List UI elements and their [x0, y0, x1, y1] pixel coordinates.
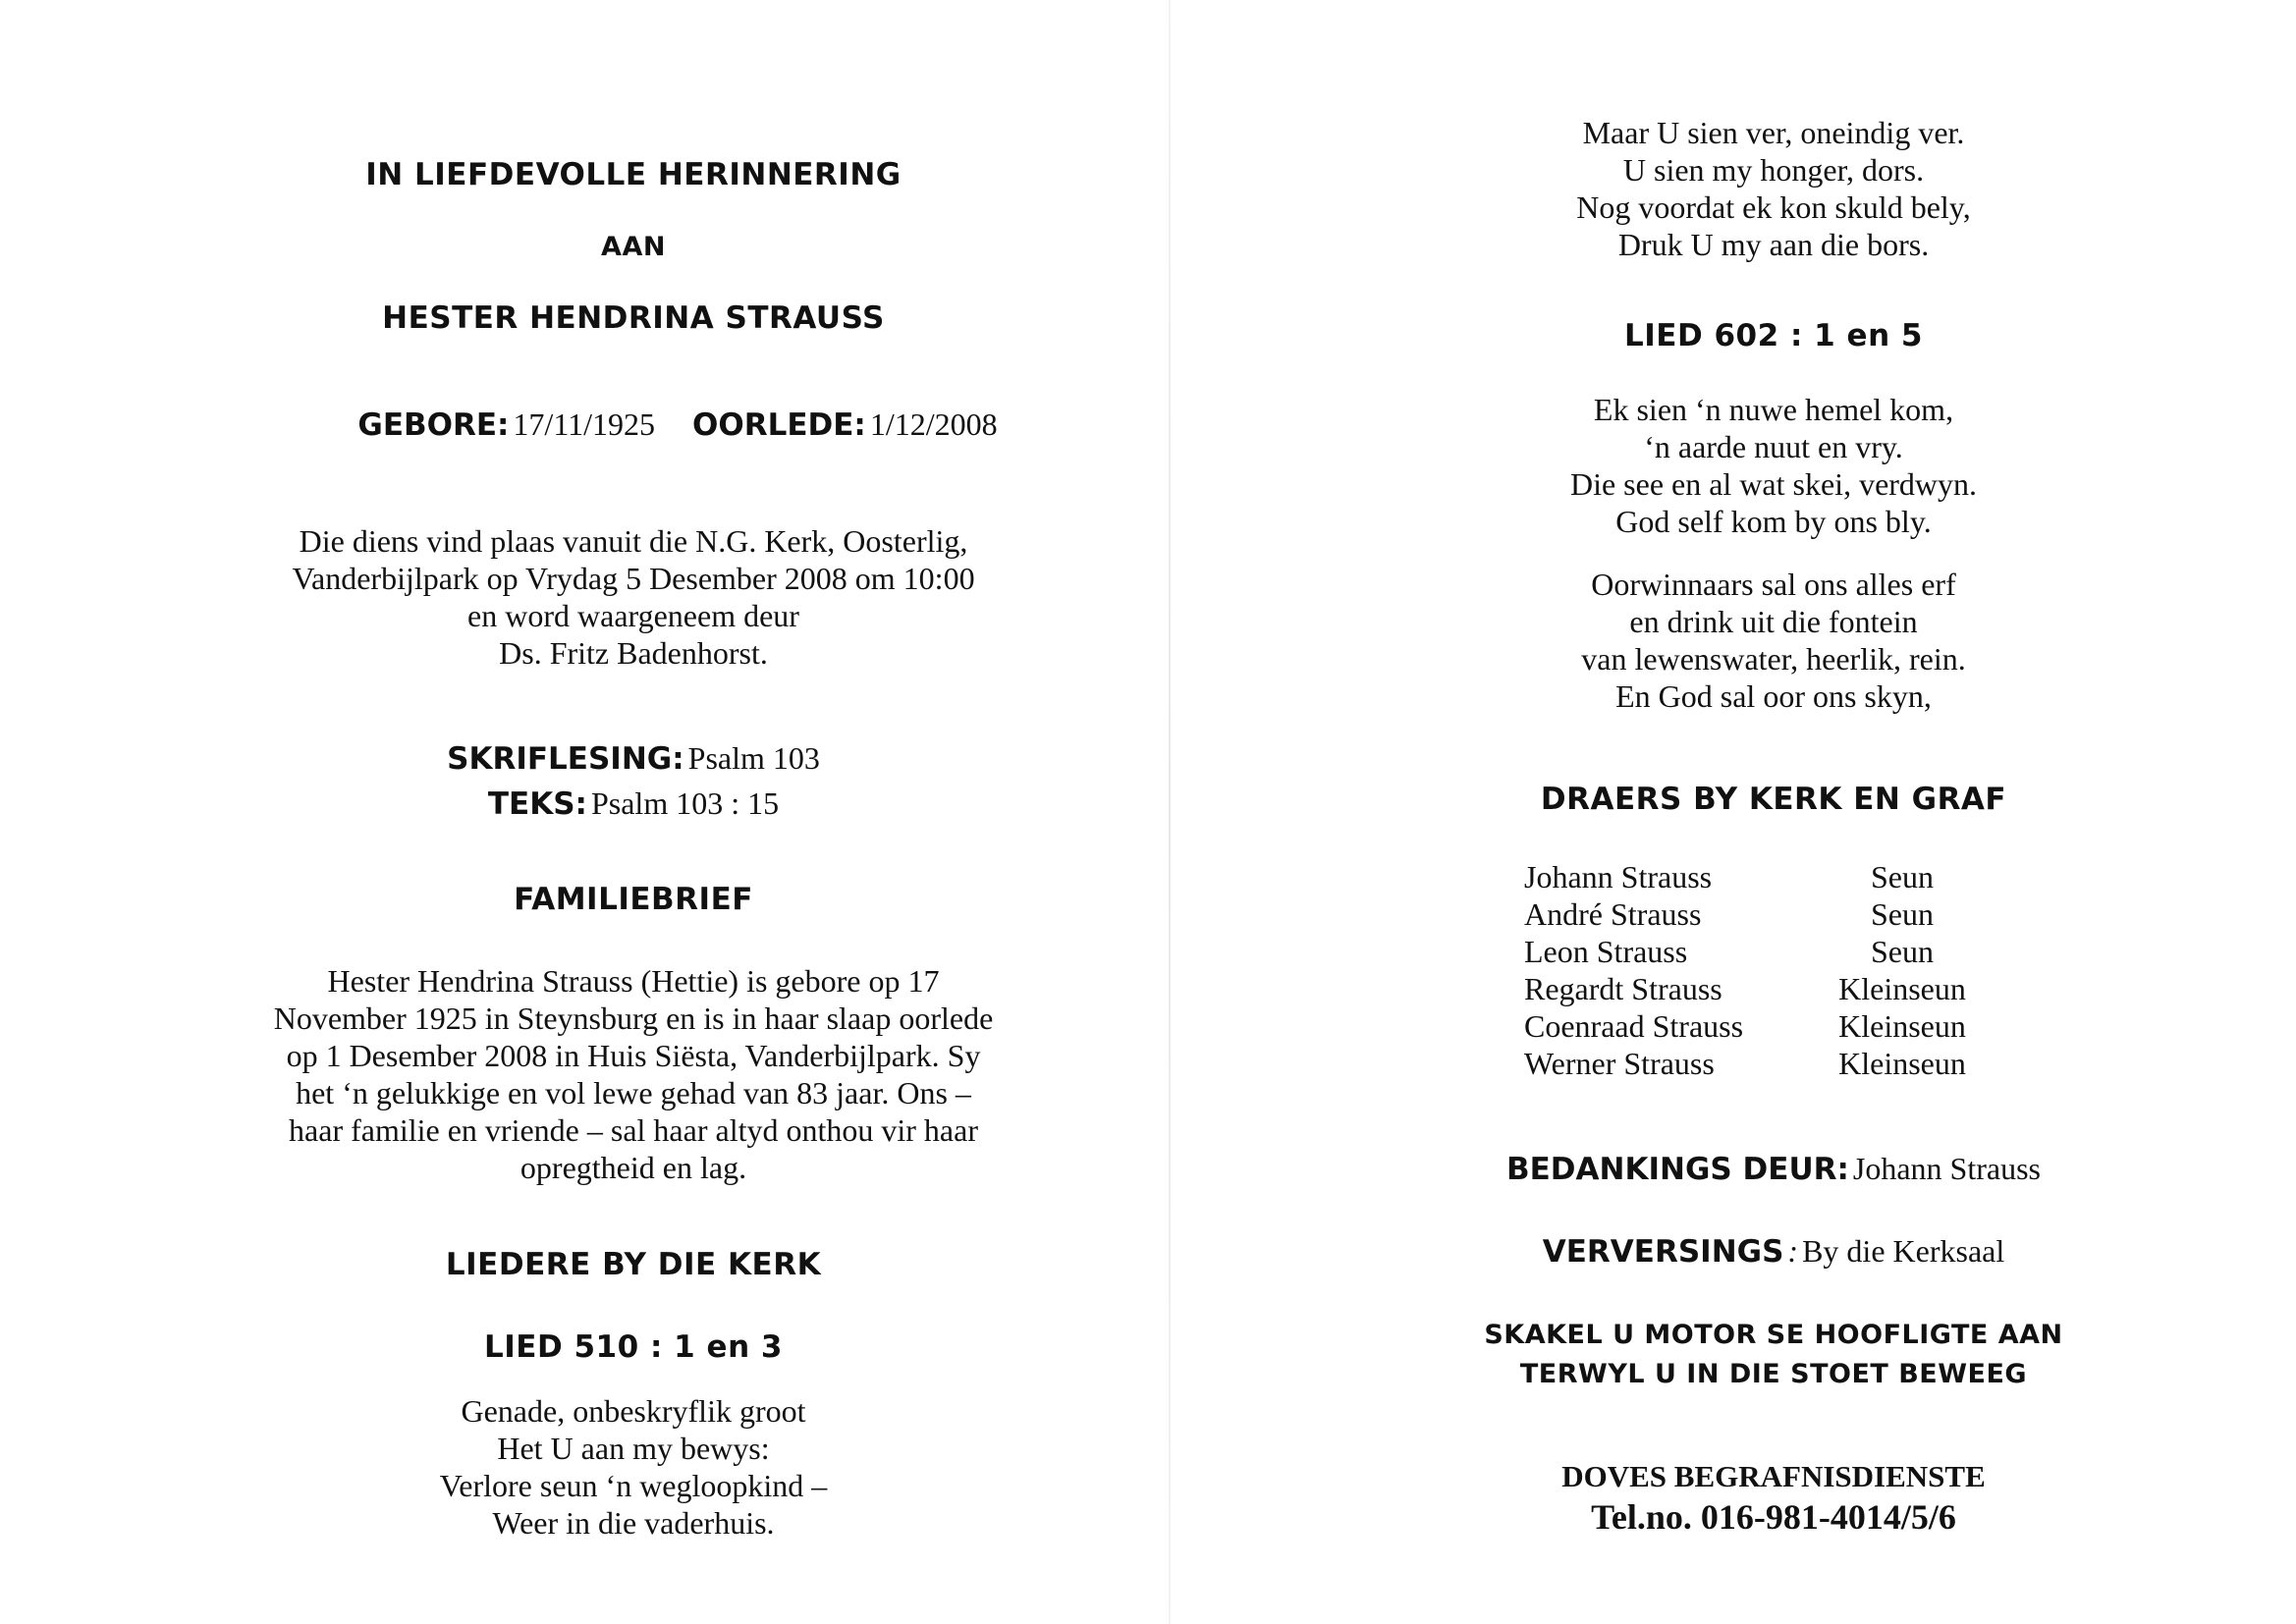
bearer-row	[1524, 970, 1995, 1007]
bearer-name: Leon Strauss	[1524, 933, 1688, 969]
family-letter	[0, 962, 1267, 1186]
service-line: Die diens vind plaas vanuit die N.G. Kerk, Oosterlig,	[299, 523, 968, 559]
aan-label: AAN	[601, 232, 666, 262]
family-letter-line: op 1 Desember 2008 in Huis Siësta, Vanderbijlpark. Sy	[286, 1038, 981, 1073]
service-line: Vanderbijlpark op Vrydag 5 Desember 2008 om 10:00	[292, 561, 975, 596]
bearer-name: Regardt Strauss	[1524, 970, 1722, 1006]
born-label: GEBORE:	[357, 407, 510, 443]
bearer-name: André Strauss	[1524, 895, 1702, 932]
family-letter-title: FAMILIEBRIEF	[514, 882, 753, 917]
bearer-name: Werner Strauss	[1524, 1045, 1715, 1081]
reading-value: Psalm 103	[687, 740, 820, 776]
bearer-name: Coenraad Strauss	[1524, 1007, 1744, 1044]
service-line: Ds. Fritz Badenhorst.	[499, 635, 768, 671]
bearer-row	[1524, 895, 1995, 933]
bearer-name: Johann Strauss	[1524, 858, 1713, 894]
verse-line: Nog voordat ek kon skuld bely,	[1576, 189, 1971, 225]
verse-line: ‘n aarde nuut en vry.	[1644, 429, 1903, 464]
refreshments-value: By die Kerksaal	[1802, 1233, 2005, 1269]
family-letter-line: Hester Hendrina Strauss (Hettie) is gebore op 17	[327, 963, 940, 999]
song-602-title: LIED 602 : 1 en 5	[1624, 318, 1923, 353]
family-letter-line: opregtheid en lag.	[519, 1150, 747, 1185]
song-510-verse-continued	[1169, 114, 2296, 263]
memorial-title: IN LIEFDEVOLLE HERINNERING	[365, 157, 902, 192]
bearers-title: DRAERS BY KERK EN GRAF	[1540, 782, 2007, 817]
family-letter-line: het ‘n gelukkige en vol lewe gehad van 83 jaar. Ons –	[296, 1075, 971, 1110]
bearer-relation: Kleinseun	[1838, 1045, 1966, 1081]
verse-line: Druk U my aan die bors.	[1617, 227, 1930, 262]
undertaker-phone: Tel.no. 016-981-4014/5/6	[1591, 1497, 1956, 1537]
verse-line: Weer in die vaderhuis.	[492, 1505, 775, 1541]
refreshments-separator: :	[1787, 1233, 1799, 1269]
thanks-value: Johann Strauss	[1852, 1151, 2041, 1186]
refreshments-line	[1169, 1233, 2296, 1270]
procession-notice	[1169, 1316, 2296, 1394]
bearer-row	[1524, 933, 1995, 970]
verse-line: Oorwinnaars sal ons alles erf	[1591, 567, 1956, 602]
service-line: en word waargeneem deur	[467, 598, 799, 633]
bearer-relation: Kleinseun	[1838, 1007, 1966, 1044]
reading-label: SKRIFLESING:	[447, 741, 684, 777]
verse-line: en drink uit die fontein	[1629, 604, 1918, 639]
bearer-relation: Kleinseun	[1838, 970, 1966, 1006]
refreshments-label: VERVERSINGS	[1542, 1234, 1784, 1270]
song-510-title: LIED 510 : 1 en 3	[484, 1329, 783, 1365]
verse-line: En God sal oor ons skyn,	[1615, 678, 1932, 714]
verse-line: Die see en al wat skei, verdwyn.	[1569, 466, 1978, 502]
died-label: OORLEDE:	[692, 407, 866, 443]
verse-line: God self kom by ons bly.	[1615, 504, 1932, 539]
family-letter-line: November 1925 in Steynsburg en is in haar slaap oorlede	[273, 1001, 994, 1036]
right-page	[1169, 0, 2296, 1624]
thanks-label: BEDANKINGS DEUR:	[1506, 1152, 1849, 1187]
notice-line: TERWYL U IN DIE STOET BEWEEG	[1519, 1359, 2028, 1389]
undertaker-name: DOVES BEGRAFNISDIENSTE	[1561, 1459, 1986, 1493]
dates-line	[0, 406, 1355, 443]
bearer-relation: Seun	[1871, 933, 1934, 969]
service-info	[0, 522, 1267, 672]
bearers-table	[1524, 858, 1995, 1082]
song-602-verse-2	[1169, 566, 2296, 715]
reading-line	[0, 740, 1267, 777]
family-letter-line: haar familie en vriende – sal haar altyd onthou vir haar	[289, 1112, 978, 1148]
bearer-row	[1524, 1045, 1995, 1082]
verse-line: Maar U sien ver, oneindig ver.	[1582, 115, 1965, 150]
verse-line: Ek sien ‘n nuwe hemel kom,	[1593, 392, 1954, 427]
verse-line: Het U aan my bewys:	[497, 1431, 770, 1466]
deceased-name: HESTER HENDRINA STRAUSS	[382, 300, 885, 336]
song-602-verse-1	[1169, 391, 2296, 540]
verse-line: U sien my honger, dors.	[1622, 152, 1925, 188]
died-value: 1/12/2008	[869, 406, 998, 442]
text-label: TEKS:	[487, 786, 587, 822]
bearer-row	[1524, 858, 1995, 895]
songs-title: LIEDERE BY DIE KERK	[445, 1247, 822, 1282]
thanks-line	[1169, 1151, 2296, 1187]
bearer-row	[1524, 1007, 1995, 1045]
verse-line: Genade, onbeskryflik groot	[461, 1393, 806, 1429]
bearer-relation: Seun	[1871, 895, 1934, 932]
notice-line: SKAKEL U MOTOR SE HOOFLIGTE AAN	[1484, 1320, 2063, 1350]
bearer-relation: Seun	[1871, 858, 1934, 894]
text-line	[0, 785, 1267, 822]
text-value: Psalm 103 : 15	[590, 785, 780, 821]
verse-line: Verlore seun ‘n wegloopkind –	[439, 1468, 828, 1503]
born-value: 17/11/1925	[513, 406, 656, 442]
song-510-verse	[0, 1392, 1267, 1542]
verse-line: van lewenswater, heerlik, rein.	[1581, 641, 1966, 677]
